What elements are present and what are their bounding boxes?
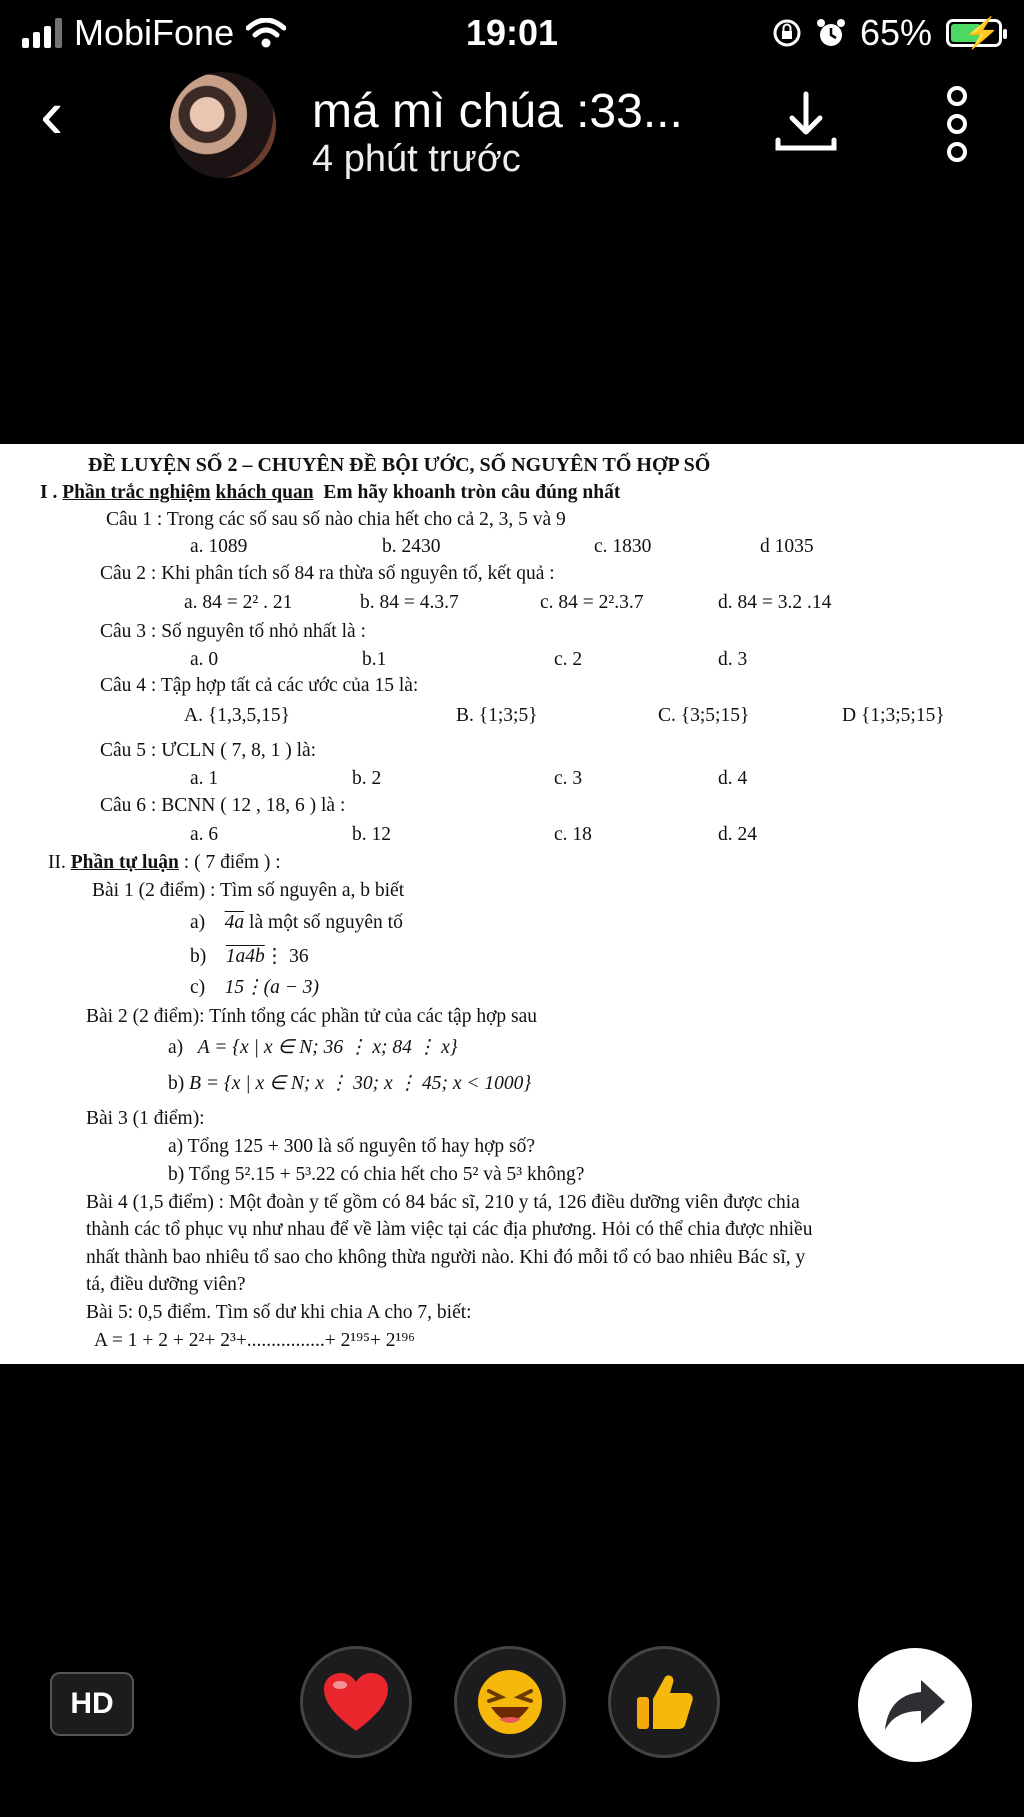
- exercise-1c: c) 15⋮(a − 3): [190, 977, 320, 998]
- heart-icon: [322, 1671, 390, 1733]
- part2-heading: II. Phần tự luận : ( 7 điểm ) :: [48, 852, 281, 873]
- exercise-3a: a) Tổng 125 + 300 là số nguyên tố hay hợp số?: [168, 1136, 536, 1157]
- question-1: Câu 1 : Trong các số sau số nào chia hết cho cả 2, 3, 5 và 9: [106, 509, 566, 530]
- heart-reaction-button[interactable]: [300, 1646, 412, 1758]
- q2-option-b: b. 84 = 4.3.7: [360, 592, 459, 613]
- battery-icon: ⚡: [946, 19, 1002, 47]
- part1-heading: I . Phần trắc nghiệm khách quan Em hãy khoanh tròn câu đúng nhất: [40, 482, 621, 503]
- q5-option-b: b. 2: [352, 768, 382, 789]
- q3-option-c: c. 2: [554, 649, 583, 670]
- back-chevron-icon[interactable]: ‹: [40, 75, 64, 153]
- hd-toggle-button[interactable]: HD: [50, 1672, 134, 1736]
- share-button[interactable]: [858, 1648, 972, 1762]
- q3-option-a: a. 0: [190, 649, 219, 670]
- carrier-label: MobiFone: [74, 12, 235, 53]
- q2-option-c: c. 84 = 2².3.7: [540, 592, 644, 613]
- q5-option-c: c. 3: [554, 768, 583, 789]
- haha-reaction-button[interactable]: [454, 1646, 566, 1758]
- q1-option-c: c. 1830: [594, 536, 652, 557]
- download-icon[interactable]: [774, 90, 838, 154]
- q4-option-b: B. {1;3;5}: [456, 705, 538, 726]
- status-bar: [0, 0, 1024, 66]
- battery-percent: 65%: [859, 12, 932, 53]
- exercise-1a: a) 4a là một số nguyên tố: [190, 912, 403, 933]
- q1-option-a: a. 1089: [190, 536, 248, 557]
- exercise-1b: b) 1a4b⋮ 36: [190, 946, 309, 967]
- exercise-4-line4: tá, điều dưỡng viên?: [86, 1274, 246, 1295]
- exercise-4-line1: Bài 4 (1,5 điểm) : Một đoàn y tế gồm có 84 bác sĩ, 210 y tá, 126 điều dưỡng viên được chia: [86, 1192, 800, 1213]
- q5-option-a: a. 1: [190, 768, 219, 789]
- laugh-icon: [475, 1667, 545, 1737]
- q5-option-d: d. 4: [718, 768, 748, 789]
- post-time: 4 phút trước: [312, 138, 521, 180]
- q1-option-b: b. 2430: [382, 536, 441, 557]
- exercise-2b: b) B = {x | x ∈ N; x ⋮ 30; x ⋮ 45; x < 1000}: [168, 1073, 532, 1094]
- q4-option-a: A. {1,3,5,15}: [184, 705, 290, 726]
- worksheet-heading: ĐỀ LUYỆN SỐ 2 – CHUYÊN ĐỀ BỘI ƯỚC, SỐ NGUYÊN TỐ HỢP SỐ: [88, 454, 711, 476]
- question-6: Câu 6 : BCNN ( 12 , 18, 6 ) là :: [100, 795, 346, 816]
- question-3: Câu 3 : Số nguyên tố nhỏ nhất là :: [100, 621, 366, 642]
- q4-option-c: C. {3;5;15}: [658, 705, 750, 726]
- exercise-5-expression: A = 1 + 2 + 2²+ 2³+................+ 2¹⁹⁵+ 2¹⁹⁶: [94, 1330, 415, 1351]
- q6-option-d: d. 24: [718, 824, 757, 845]
- like-reaction-button[interactable]: [608, 1646, 720, 1758]
- orientation-lock-icon: [772, 18, 802, 48]
- story-actions: [0, 1640, 1024, 1770]
- exercise-2: Bài 2 (2 điểm): Tính tổng các phần tử của các tập hợp sau: [86, 1006, 538, 1027]
- q4-option-d: D {1;3;5;15}: [842, 705, 945, 726]
- exercise-3b: b) Tổng 5².15 + 5³.22 có chia hết cho 5² và 5³ không?: [168, 1164, 585, 1185]
- exercise-4-line3: nhất thành bao nhiêu tổ sao cho không thừa người nào. Khi đó mỗi tổ có bao nhiêu Bác sĩ, y: [86, 1247, 806, 1268]
- q2-option-d: d. 84 = 3.2 .14: [718, 592, 832, 613]
- q2-option-a: a. 84 = 2² . 21: [184, 592, 293, 613]
- exercise-5: Bài 5: 0,5 điểm. Tìm số dư khi chia A cho 7, biết:: [86, 1302, 472, 1323]
- exercise-4-line2: thành các tổ phục vụ như nhau để về làm việc tại các địa phương. Hỏi có thể chia được nhiều: [86, 1219, 813, 1240]
- question-2: Câu 2 : Khi phân tích số 84 ra thừa số nguyên tố, kết quả :: [100, 563, 555, 584]
- worksheet-image: [0, 444, 1024, 1364]
- question-5: Câu 5 : ƯCLN ( 7, 8, 1 ) là:: [100, 740, 317, 761]
- q3-option-b: b.1: [362, 649, 387, 670]
- user-name[interactable]: má mì chúa :33...: [312, 85, 683, 138]
- share-icon: [883, 1678, 947, 1732]
- q6-option-a: a. 6: [190, 824, 219, 845]
- exercise-3: Bài 3 (1 điểm):: [86, 1108, 205, 1129]
- q3-option-d: d. 3: [718, 649, 748, 670]
- exercise-1: Bài 1 (2 điểm) : Tìm số nguyên a, b biết: [92, 880, 405, 901]
- alarm-icon: [816, 18, 846, 48]
- clock: 19:01: [465, 12, 559, 53]
- avatar[interactable]: [170, 72, 276, 178]
- story-header: [0, 70, 1024, 190]
- question-4: Câu 4 : Tập hợp tất cả các ước của 15 là:: [100, 675, 419, 696]
- exercise-2a: a) A = {x | x ∈ N; 36 ⋮ x; 84 ⋮ x}: [168, 1037, 458, 1058]
- q1-option-d: d 1035: [760, 536, 814, 557]
- thumbs-up-icon: [633, 1671, 695, 1733]
- more-options-icon[interactable]: [944, 84, 970, 164]
- q6-option-b: b. 12: [352, 824, 391, 845]
- q6-option-c: c. 18: [554, 824, 592, 845]
